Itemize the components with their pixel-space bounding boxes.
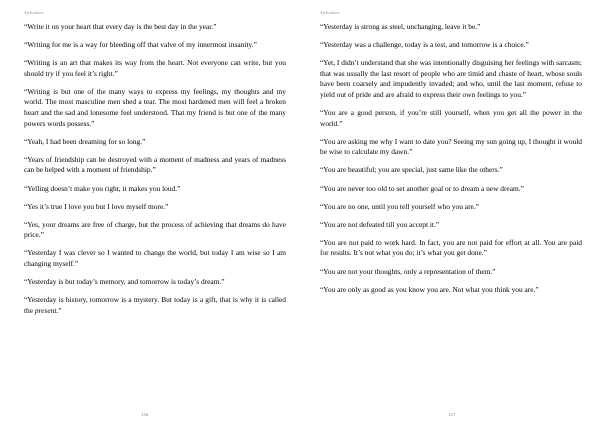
quote-paragraph: “You are only as good as you know you are. Not what you think you are.” (320, 284, 539, 294)
quote-paragraph: “Yesterday is history, tomorrow is a mystery. But today is a gift, that is why it is called the present.” (24, 295, 286, 315)
quote-paragraph: “Write it on your heart that every day is the best day in the year.” (24, 22, 217, 31)
quote-paragraph: “You are not paid to work hard. In fact, you are not paid for effort at all. You are paid for results. It’s not what you do; it’s what you get done.” (320, 237, 582, 258)
quote-paragraph: “You are no one, until you tell yourself who you are.” (320, 201, 479, 211)
quote-paragraph: “Yesterday was a challenge, today is a test, and tomorrow is a choice.” (320, 40, 529, 50)
running-head-right: Ajchanlusi (320, 10, 340, 15)
quote-paragraph: “Yesterday is strong as steel, unchanging, leave it be.” (320, 22, 481, 31)
quote-paragraph: “Writing is an art that makes its way from the heart. Not everyone can write, but you should try if you feel it’s right.” (24, 58, 286, 78)
quote-paragraph: “You are never too old to set another goal or to dream a new dream.” (320, 183, 524, 193)
quote-paragraph: “Years of friendship can be destroyed with a moment of madness and years of madness can be helped with a moment of friendship.” (24, 154, 286, 175)
quote-paragraph: “Yes it’s true I love you but I love myself more.” (24, 201, 169, 211)
quote-paragraph: “You are beautiful; you are special, just same like the others.” (320, 165, 503, 175)
quote-paragraph: “You are a good person, if you’re still yourself, when you get all the power in the world.” (320, 108, 582, 128)
quote-paragraph: “Writing for me is a way for bleeding off that valve of my innermost insanity.” (24, 40, 257, 50)
page-right (300, 0, 600, 424)
quote-paragraph: “Yeah, I had been dreaming for so long.” (24, 136, 146, 146)
quote-paragraph: “You are not your thoughts, only a representation of them.” (320, 266, 496, 276)
quote-paragraph: “Yelling doesn’t make you right, it makes you loud.” (24, 183, 181, 193)
quote-paragraph: “You are not defeated till you accept it.” (320, 219, 440, 229)
quote-paragraph: “You are asking me why I want to date you? Seeing my sun going up, I thought it would be wise to calculate my dawn.” (320, 136, 582, 157)
quote-paragraph: “Yet, I didn’t understand that she was intentionally disguising her feelings with sarcasm; that was usually the last resort of people who are timid and chaste of heart, whose souls have been coarsely and impudently invaded; and who, until the last moment, refuse to yield out of pride and are afraid to express their own feelings to you.” (320, 58, 582, 99)
page-number-left: 116 (141, 412, 149, 417)
quote-paragraph: “Yesterday I was clever so I wanted to change the world, but today I am wise so I am changing myself.” (24, 248, 286, 268)
quote-list-left (24, 22, 286, 316)
page-number-right: 117 (448, 412, 456, 417)
running-head-left: Ajchanlusi (24, 10, 44, 15)
quote-paragraph: “Writing is but one of the many ways to express my feelings, my thoughts and my world. The most masculine men shed a tear. The most hardened men will feel a broken heart and the sad and lonesome feel understood. That my friend is but one of the many powers words possess.” (24, 86, 286, 128)
quote-paragraph: “Yesterday is but today’s memory, and tomorrow is today’s dream.” (24, 277, 225, 287)
quote-list-right (320, 22, 582, 295)
quote-paragraph: “Yes, your dreams are free of charge, but the process of achieving that dreams do have price.” (24, 219, 286, 240)
